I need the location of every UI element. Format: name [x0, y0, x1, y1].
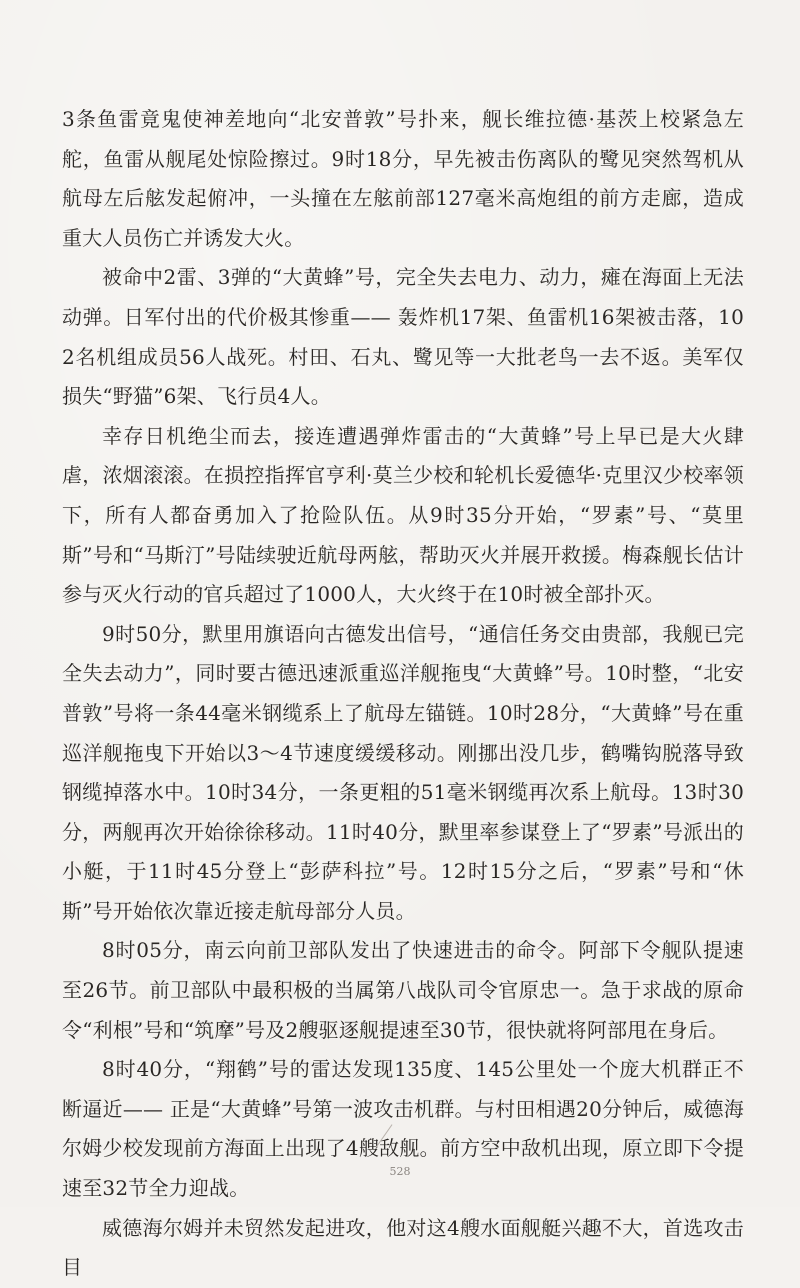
page-number: 528	[389, 1165, 411, 1178]
paragraph-2: 被命中2雷、3弹的“大黄蜂”号，完全失去电力、动力，瘫在海面上无法动弹。日军付出的代价极其惨重—— 轰炸机17架、鱼雷机16架被击落，102名机组成员56人战死。村田、石丸、鹭见等一大批老鸟一去不返。美军仅损失“野猫”6架、飞行员4人。	[62, 265, 744, 409]
page-number-area	[0, 1165, 800, 1178]
paragraph-7: 威德海尔姆并未贸然发起进攻，他对这4艘水面舰艇兴趣不大，首选攻击目	[62, 1215, 744, 1280]
paragraph-6: 8时40分，“翔鹤”号的雷达发现135度、145公里处一个庞大机群正不断逼近—— 正是“大黄蜂”号第一波攻击机群。与村田相遇20分钟后，威德海尔姆少校发现前方海面上出现了4艘敌舰。前方空中敌机出现，原立即下令提速至32节全力迎战。	[62, 1057, 744, 1201]
paragraph-5: 8时05分，南云向前卫部队发出了快速进击的命令。阿部下令舰队提速至26节。前卫部队中最积极的当属第八战队司令官原忠一。急于求战的原命令“利根”号和“筑摩”号及2艘驱逐舰提速至30节，很快就将阿部甩在身后。	[62, 938, 744, 1042]
paragraph-4: 9时50分，默里用旗语向古德发出信号，“通信任务交由贵部，我舰已完全失去动力”，同时要古德迅速派重巡洋舰拖曳“大黄蜂”号。10时整，“北安普敦”号将一条44毫米钢缆系上了航母左锚链。10时28分，“大黄蜂”号在重巡洋舰拖曳下开始以3～4节速度缓缓移动。刚挪出没几步，鹤嘴钩脱落导致钢缆掉落水中。10时34分，一条更粗的51毫米钢缆再次系上航母。13时30分，两舰再次开始徐徐移动。11时40分，默里率参谋登上了“罗素”号派出的小艇，于11时45分登上“彭萨科拉”号。12时15分之后，“罗素”号和“休斯”号开始依次靠近接走航母部分人员。	[62, 621, 744, 923]
paragraph-1: 3条鱼雷竟鬼使神差地向“北安普敦”号扑来，舰长维拉德·基茨上校紧急左舵，鱼雷从舰尾处惊险擦过。9时18分，早先被击伤离队的鹭见突然驾机从航母左后舷发起俯冲，一头撞在左舷前部127毫米高炮组的前方走廊，造成重大人员伤亡并诱发大火。	[62, 107, 744, 250]
paragraph-3: 幸存日机绝尘而去，接连遭遇弹炸雷击的“大黄蜂”号上早已是大火肆虐，浓烟滚滚。在损控指挥官亨利·莫兰少校和轮机长爱德华·克里汉少校率领下，所有人都奋勇加入了抢险队伍。从9时35分开始，“罗素”号、“莫里斯”号和“马斯汀”号陆续驶近航母两舷，帮助灭火并展开救援。梅森舰长估计参与灭火行动的官兵超过了1000人，大火终于在10时被全部扑灭。	[62, 423, 744, 607]
